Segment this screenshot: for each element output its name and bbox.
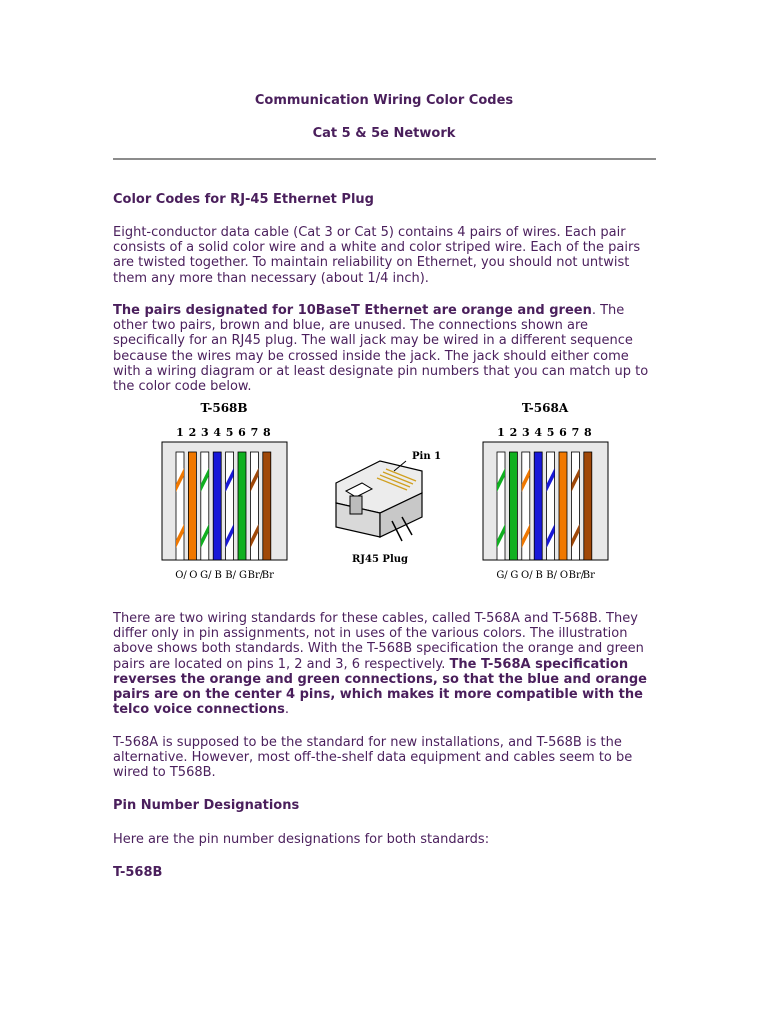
t568b-color-code: O/ xyxy=(175,570,187,581)
plug-caption: RJ45 Plug xyxy=(351,554,409,565)
t568a-wire xyxy=(534,452,542,560)
wiring-standards-end: . xyxy=(284,702,289,718)
t568a-color-code: G xyxy=(510,570,519,581)
paragraph-pairs-designated xyxy=(113,303,658,394)
document-title: Communication Wiring Color Codes xyxy=(254,93,514,108)
t568a-color-code: G/ xyxy=(496,570,508,581)
section-heading-pin-designations: Pin Number Designations xyxy=(113,798,300,813)
t568a-jack xyxy=(483,426,608,581)
t568a-color-code: B xyxy=(535,570,543,581)
t568b-pin-number: 8 xyxy=(262,426,271,439)
section-heading-color-codes: Color Codes for RJ-45 Ethernet Plug xyxy=(113,192,374,207)
t568b-pin-number: 4 xyxy=(213,426,222,439)
section-heading-t568b: T-568B xyxy=(113,865,163,880)
t568a-label: T-568A xyxy=(521,401,569,415)
t568b-pin-number: 3 xyxy=(200,426,209,439)
t568b-jack xyxy=(162,426,287,581)
t568a-wire xyxy=(509,452,517,560)
t568a-pin-number: 5 xyxy=(546,426,555,439)
paragraph-pin-designations: Here are the pin number designations for both standards: xyxy=(113,832,490,847)
paragraph-wiring-standards xyxy=(113,611,658,717)
paragraph-t568a-standard: T-568A is supposed to be the standard for new installations, and T-568B is the alternative. However, most off-the-shelf data equipment and cables seem to be wired to T568B. xyxy=(113,735,633,781)
t568a-wire xyxy=(559,452,567,560)
wiring-standards-text: There are two wiring standards for these cables, called T-568A and T-568B. They differ only in pin assignments, not in uses of the various colors. The illustration above shows both standards. With the T-568B specification the orange and green pairs are located on pins 1, 2 and 3, 6 respectively. xyxy=(113,611,644,672)
t568b-wire xyxy=(213,452,221,560)
t568b-color-code: G xyxy=(239,570,247,581)
document-subtitle: Cat 5 & 5e Network xyxy=(312,126,456,141)
t568a-pin-number: 7 xyxy=(571,426,580,439)
t568a-pin-number: 6 xyxy=(559,426,567,439)
t568a-pin-number: 4 xyxy=(534,426,543,439)
t568a-color-code: O xyxy=(559,570,569,581)
wiring-standards-bold: The T-568A specification reverses the orange and green connections, so that the blue and orange pairs are on the center 4 pins, which makes it more compatible with the telco voice connections xyxy=(113,656,647,718)
t568a-pin-number: 2 xyxy=(509,426,518,439)
t568b-pin-number: 5 xyxy=(225,426,234,439)
t568a-color-code: Br xyxy=(582,570,595,581)
t568b-pin-number: 1 xyxy=(176,426,184,439)
t568a-pin-number: 3 xyxy=(521,426,530,439)
t568b-wire xyxy=(238,452,246,560)
t568b-label: T-568B xyxy=(200,401,248,415)
t568b-wire xyxy=(188,452,196,560)
t568b-pin-number: 2 xyxy=(188,426,197,439)
t568b-color-code: G/ xyxy=(200,570,212,581)
t568a-pin-number: 1 xyxy=(497,426,505,439)
t568a-color-code: Br/ xyxy=(568,570,585,581)
t568b-color-code: Br/ xyxy=(247,570,264,581)
t568a-color-code: O/ xyxy=(521,570,533,581)
paragraph-pairs-bold: The pairs designated for 10BaseT Ethernet are orange and green xyxy=(113,303,592,318)
horizontal-rule xyxy=(113,158,656,160)
t568b-wire xyxy=(263,452,271,560)
paragraph-cable-description: Eight-conductor data cable (Cat 3 or Cat 5) contains 4 pairs of wires. Each pair consists of a solid color wire and a white and color striped wire. Each of the pairs are twisted together. To maintain reliability on Ethernet, you should not untwist them any more than necessary (about 1/4 inch). xyxy=(113,225,641,286)
pin1-label: Pin 1 xyxy=(412,451,442,462)
wiring-diagram xyxy=(150,395,620,585)
t568b-color-code: Br xyxy=(261,570,274,581)
t568a-color-code: B/ xyxy=(546,570,557,581)
t568b-color-code: B xyxy=(214,570,222,581)
t568b-color-code: O xyxy=(189,570,198,581)
paragraph-pairs-rest: . The other two pairs, brown and blue, are unused. The connections shown are specifically for an RJ45 plug. The wall jack may be wired in a different sequence because the wires may be crossed inside the jack. The jack should either come with a wiring diagram or at least designate pin numbers that you can match up to the color code below. xyxy=(113,303,649,395)
t568b-color-code: B/ xyxy=(225,570,236,581)
t568b-pin-number: 6 xyxy=(238,426,246,439)
t568a-wire xyxy=(584,452,592,560)
rj45-plug-illustration xyxy=(336,461,422,541)
t568a-pin-number: 8 xyxy=(583,426,592,439)
t568b-pin-number: 7 xyxy=(250,426,259,439)
